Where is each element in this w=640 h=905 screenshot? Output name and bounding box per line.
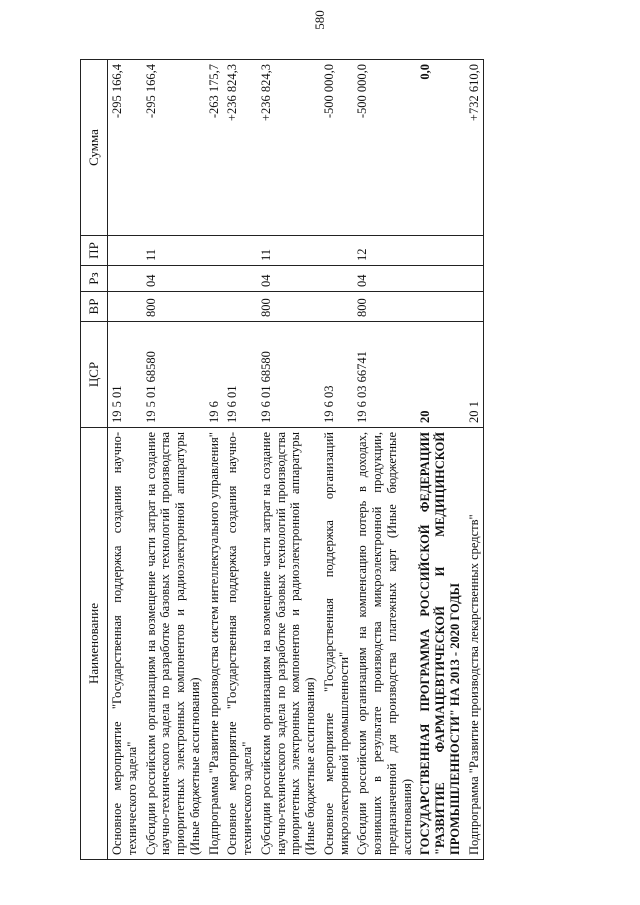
row-pr: [205, 236, 224, 266]
row-rz: [108, 266, 142, 292]
row-vr: [223, 292, 257, 322]
row-pr: [416, 236, 464, 266]
row-sum: -295 166,4: [142, 60, 205, 236]
table-row: [465, 60, 484, 860]
row-pr: [320, 236, 354, 266]
row-name: Подпрограмма "Развитие производства систем интеллектуального управления": [205, 428, 224, 860]
row-sum: +236 824,3: [223, 60, 257, 236]
table-row: [223, 60, 257, 860]
row-csr: 19 6 03: [320, 322, 354, 428]
table-header-row: [81, 60, 108, 860]
row-rz: [320, 266, 354, 292]
row-vr: 800: [257, 292, 320, 322]
row-pr: 12: [353, 236, 416, 266]
row-pr: 11: [142, 236, 205, 266]
row-name: Субсидии российским организациям на возмещение части затрат на создание научно-технического задела по разработке базовых технологий производства приоритетных электронных компонентов и радиоэлектронной аппаратуры (Иные бюджетные ассигнования): [257, 428, 320, 860]
row-name: Основное мероприятие "Государственная поддержка создания научно-технического задела": [223, 428, 257, 860]
row-name: Субсидии российским организациям на компенсацию потерь в доходах, возникших в результате производства микроэлектронной продукции, предназначенной для производства платежных карт (Иные бюджетные ассигнования): [353, 428, 416, 860]
header-csr: ЦСР: [81, 322, 108, 428]
row-name: Основное мероприятие "Государственная поддержка организаций микроэлектронной промышленности": [320, 428, 354, 860]
row-vr: [205, 292, 224, 322]
row-csr: 20 1: [465, 322, 484, 428]
row-vr: [465, 292, 484, 322]
row-csr: 19 5 01 68580: [142, 322, 205, 428]
row-sum: +732 610,0: [465, 60, 484, 236]
row-vr: [320, 292, 354, 322]
row-vr: 800: [353, 292, 416, 322]
row-csr: 19 6 01: [223, 322, 257, 428]
table-row: [320, 60, 354, 860]
row-rz: [205, 266, 224, 292]
row-rz: [465, 266, 484, 292]
page-number: 580: [312, 10, 327, 30]
table-row: [108, 60, 142, 860]
row-name: Субсидии российским организациям на возмещение части затрат на создание научно-технического задела по разработке базовых технологий производства приоритетных электронных компонентов и радиоэлектронной аппаратуры (Иные бюджетные ассигнования): [142, 428, 205, 860]
row-pr: [465, 236, 484, 266]
row-vr: [416, 292, 464, 322]
budget-table: [80, 59, 484, 860]
row-sum: +236 824,3: [257, 60, 320, 236]
table-row: [142, 60, 205, 860]
table-row: [353, 60, 416, 860]
row-vr: [108, 292, 142, 322]
row-pr: [223, 236, 257, 266]
row-name: Основное мероприятие "Государственная поддержка создания научно-технического задела": [108, 428, 142, 860]
row-sum: 0,0: [416, 60, 464, 236]
row-sum: -500 000,0: [353, 60, 416, 236]
row-csr: 20: [416, 322, 464, 428]
header-pr: ПР: [81, 236, 108, 266]
table-row: [257, 60, 320, 860]
row-name: Подпрограмма "Развитие производства лекарственных средств": [465, 428, 484, 860]
budget-table-rotated: [80, 60, 560, 860]
row-rz: [223, 266, 257, 292]
row-sum: -263 175,7: [205, 60, 224, 236]
header-name: Наименование: [81, 428, 108, 860]
row-csr: 19 6: [205, 322, 224, 428]
row-sum: -500 000,0: [320, 60, 354, 236]
table-row: [416, 60, 464, 860]
row-rz: [416, 266, 464, 292]
row-pr: [108, 236, 142, 266]
table-row: [205, 60, 224, 860]
row-rz: 04: [353, 266, 416, 292]
row-csr: 19 6 03 66741: [353, 322, 416, 428]
row-csr: 19 5 01: [108, 322, 142, 428]
row-name: ГОСУДАРСТВЕННАЯ ПРОГРАММА РОССИЙСКОЙ ФЕДЕРАЦИИ "РАЗВИТИЕ ФАРМАЦЕВТИЧЕСКОЙ И МЕДИЦИНСКОЙ ПРОМЫШЛЕННОСТИ" НА 2013 - 2020 ГОДЫ: [416, 428, 464, 860]
header-vr: ВР: [81, 292, 108, 322]
row-csr: 19 6 01 68580: [257, 322, 320, 428]
header-sum: Сумма: [81, 60, 108, 236]
row-rz: 04: [142, 266, 205, 292]
row-pr: 11: [257, 236, 320, 266]
row-sum: -295 166,4: [108, 60, 142, 236]
row-rz: 04: [257, 266, 320, 292]
row-vr: 800: [142, 292, 205, 322]
header-rz: Рз: [81, 266, 108, 292]
